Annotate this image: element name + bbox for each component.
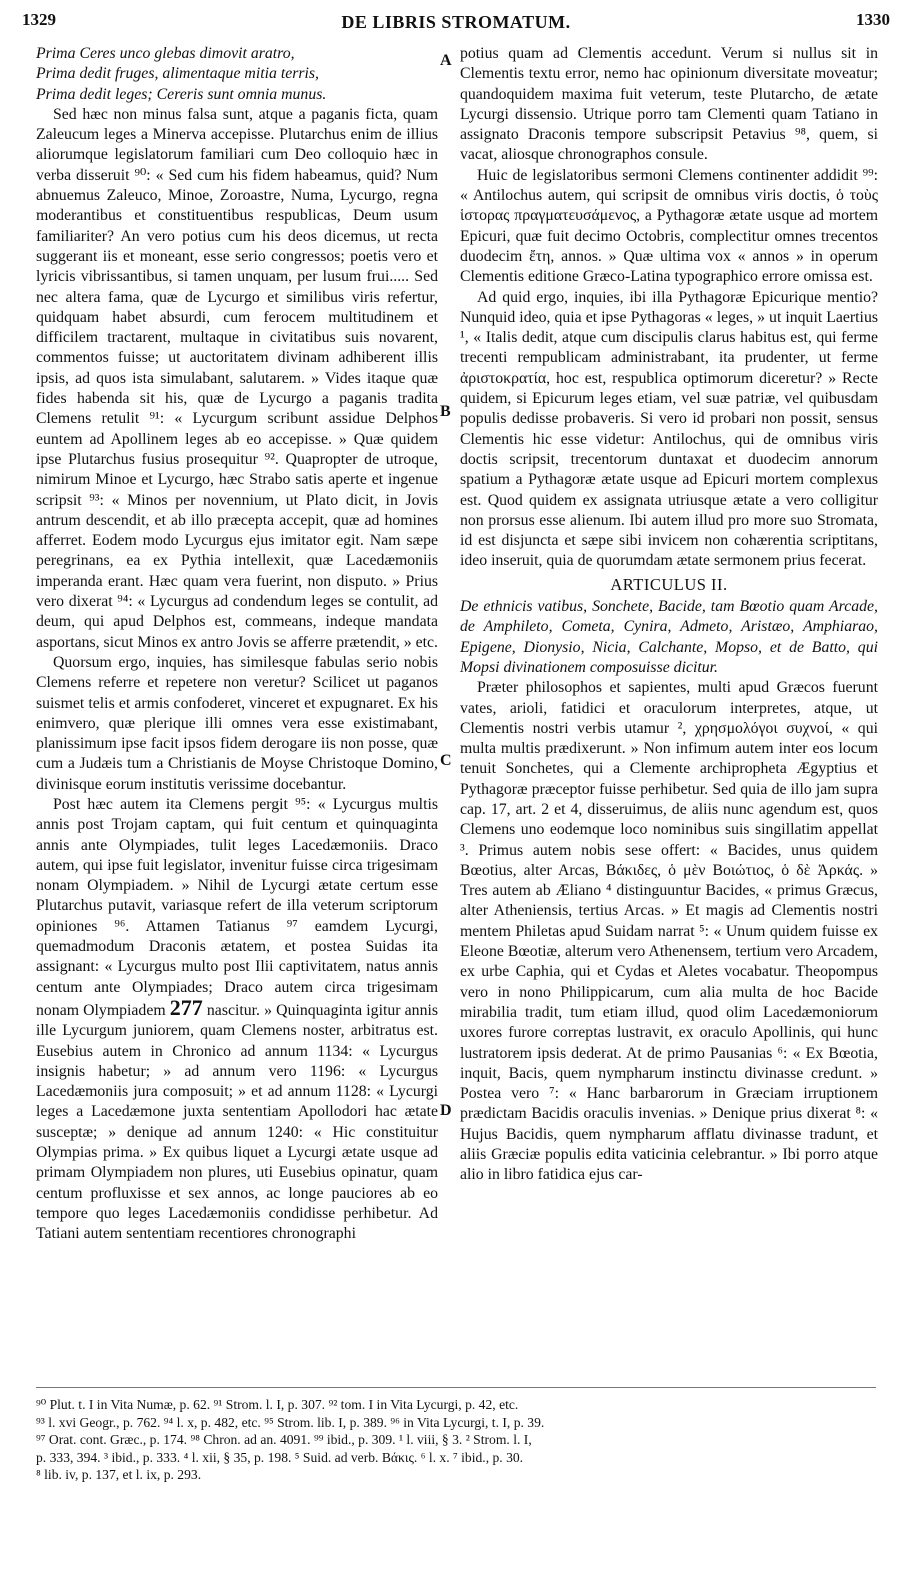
running-header: [22, 8, 890, 34]
left-page-number: 1329: [22, 10, 56, 29]
footnotes: [36, 1396, 878, 1484]
left-column: [36, 44, 438, 1245]
section-marker-b: B: [440, 403, 451, 420]
footnote-line: ⁸ lib. iv, p. 137, et l. ix, p. 293.: [36, 1467, 202, 1482]
footnote-line: ⁹⁷ Orat. cont. Græc., p. 174. ⁹⁸ Chron. ad an. 4091. ⁹⁹ ibid., p. 309. ¹ l. viii, § 3. ² Strom. l. I,: [36, 1432, 532, 1447]
running-title: DE LIBRIS STROMATUM.: [341, 12, 571, 32]
article-heading: ARTICULUS II.: [610, 574, 728, 594]
section-marker-d: D: [440, 1102, 452, 1119]
paragraph: Ad quid ergo, inquies, ibi illa Pythagoræ Epicurique mentio? Nunquid ideo, quia et ipse Pythagoras « leges, » ut inquit Laertius ¹, « Italis dedit, atque cum discipulis clarus habitus est, qui ferme trecenti rempublicam administrabant, ita prudenter, ut ferme ἀριστοκρατία, hoc est, respublica optimorum diceretur? » Recte quidem, si Epicurum leges etiam, vel suæ patriæ, vel quibusdam populis dedisse probaveris. Si vero id probari non possit, sensus Clementis hic esse videtur: Antilochus, qui de omnibus viris doctis scripsit, trecentorum duntaxat et duodecim annorum spatium a Pythagoræ ætate usque ad Epicuri mortem complexus est. Quod quidem ex assignata utriusque ætate a vero colligitur non prorsus esse alienum. Ibi autem illud pro more suo Stromata, id est disjuncta et sæpe sibi invicem non cohærentia scriptitans, ideo inseruit, quia de quorumdam ætate sermonem prius fecerat.: [460, 288, 878, 570]
section-marker-a: A: [440, 52, 452, 69]
footnote-line: ⁹⁰ Plut. t. I in Vita Numæ, p. 62. ⁹¹ Strom. l. I, p. 307. ⁹² tom. I in Vita Lycurgi, p. 42, etc.: [36, 1397, 519, 1412]
footnote-line: ⁹³ l. xvi Geogr., p. 762. ⁹⁴ l. x, p. 482, etc. ⁹⁵ Strom. lib. I, p. 389. ⁹⁶ in Vita Lycurgi, t. I, p. 39.: [36, 1414, 545, 1430]
inline-page-number: 277: [169, 994, 203, 1020]
paragraph: [36, 795, 438, 1245]
paragraph: Quorsum ergo, inquies, has similesque fabulas serio nobis Clemens referre et repetere non veretur? Scilicet ut paganos suismet telis et armis confoderet, vinceret et expugnaret. Ex his enimvero, quæ plerique illi omnes vera esse existimabant, planissimum ipse facit ipsos fidem derogare iis non posse, quæ cum a Judæis tum a Christianis de Moyse Christoque Domino, divinisque eorum institutis verissime docebantur.: [36, 653, 438, 793]
footnote-line: p. 333, 394. ³ ibid., p. 333. ⁴ l. xii, § 35, p. 198. ⁵ Suid. ad verb. Βάκις. ⁶ l. x. ⁷ ibid., p. 30.: [36, 1449, 524, 1465]
right-column: [460, 44, 878, 1186]
right-page-number: 1330: [856, 10, 890, 29]
article-subtitle: De ethnicis vatibus, Sonchete, Bacide, tam Bœotio quam Arcade, de Amphileto, Cometa, Cynira, Admeto, Aristæo, Amphiarao, Epigene, Dionysio, Nicia, Calchante, Mopso, et de Batto, qui Mopsi divinationem composuisse dicitur.: [460, 598, 878, 676]
verse-line: Prima Ceres unco glebas dimovit aratro,: [36, 45, 295, 62]
section-marker-c: C: [440, 752, 452, 769]
verse-line: Prima dedit fruges, alimentaque mitia terris,: [36, 65, 320, 83]
verse-line: Prima dedit leges; Cereris sunt omnia munus.: [36, 85, 327, 103]
paragraph-text: nascitur. » Quinquaginta igitur annis ille Lycurgum juniorem, quam Clemens noster, arbitratus est. Eusebius autem in Chronico ad annum 1134: « Lycurgus insignis habetur; » ad annum vero 1196: « Lycurgus Lacedæmoniis jura composuit; » et ad annum 1128: « Lycurgi leges a Lacedæmone juxta sententiam Apollodori hac ætate susceptæ; » denique ad annum 1240: « Hic constituitur Olympias prima. » Ex quibus liquet a Lycurgi ætate usque ad primam Olympiadem non plures, uti Eusebius opinatur, quam centum profluxisse et sex annos, ac longe pauciores ab eo tempore quo leges Lacedæmoniis condidisse perhibetur. Ad Tatiani autem sententiam recentiores chronographi: [36, 1001, 439, 1243]
paragraph-text: Post hæc autem ita Clemens pergit ⁹⁵: « Lycurgus multis annis post Trojam captam, qui fuit centum et quinquaginta annis ante Olympiades, tulit leges Lacedæmoniis. Draco autem, qui ipse fuit legislator, invenitur fuisse circa trigesimam nonam Olympiadem. » Nihil de Lycurgi ætate certum esse Plutarchus putavit, variasque refert de illa veterum scriptorum opiniones ⁹⁶. Attamen Tatianus ⁹⁷ eamdem Lycurgi, quemadmodum Draconis ætatem, et postea Suidas ita assignant: « Lycurgus multo post Ilii captivitatem, natus annis centum ante Olympiades; Draco autem circa trigesimam nonam Olympiadem: [36, 795, 438, 1019]
footnote-divider: [36, 1387, 876, 1388]
paragraph: Sed hæc non minus falsa sunt, atque a paganis ficta, quam Zaleucum leges a Minerva accepisse. Plutarchus enim de illius aliorumque legislatorum familiari cum Deo colloquio hæc in verba disseruit ⁹⁰: « Sed cum his fidem habeamus, quid? Num abnuemus Zaleuco, Minoe, Zoroastre, Numa, Lycurgo, regna moderantibus et constituentibus respublicas, Deum usum familiariter? An vero potius cum his deos dicemus, ut recta suggerant iis et moneant, esse serio congressos; poetis vero et lyricis vibrissantibus, si tamen unquam, per lusum frui..... Sed nec altera fama, quæ de Lycurgo et similibus viris refertur, quidquam habet absurdi, cum ferocem multitudinem et difficilem tractarent, multaque in civitatibus suis novarent, commentos fuisse; ut auctoritatem divinam adhiberent illis ipsis, ad quos ista simulabant, salutarem. » Vides itaque quæ fides habenda sit his, quæ de Lycurgo a paganis tradita Clemens retulit ⁹¹: « Lycurgum scribunt assidue Delphos euntem ad Apollinem leges ab eo accepisse. » Quæ quidem ipse Plutarchus fusius prosequitur ⁹². Quapropter de utroque, nimirum Minoe et Lycurgo, hæc Strabo satis aperte et ingenue scripsit ⁹³: « Minos per novennium, ut Plato dicit, in Jovis antrum descendit, et ab illo præcepta accepit, quæ ad homines afferret. Eodem modo Lycurgus ejus imitator egit. Nam sæpe peregrinans, ea ex Pythia intellexit, quæ Lacedæmoniis imperanda erant. Hæc quam vera fuerint, non disputo. » Prius vero dixerat ⁹⁴: « Lycurgus ad condendum leges se contulit, ad deum, qui apud Delphos est, commeans, indeque mandata asportans, sicut Minos ex antro Jovis se afferre prætendit, » etc.: [36, 105, 438, 651]
paragraph: potius quam ad Clementis accedunt. Verum si nullus sit in Clementis textu error, nemo hac opinionum diversitate moveatur; quandoquidem maxima fuit veterum, teste Plutarcho, de ætate Lycurgi dissensio. Utrique porro tam Clementi quam Tatiano in assignato Draconis tempore subscripsit Petavius ⁹⁸, quem, si vacat, aliosque chronographos consule.: [460, 45, 878, 164]
paragraph: Huic de legislatoribus sermoni Clemens continenter addidit ⁹⁹: « Antilochus autem, qui scripsit de omnibus viris doctis, ὁ τοὺς ἱστορας πραγματευσάμενος, a Pythagoræ ætate usque ad mortem Epicuri, quæ fuit decimo Octobris, complectitur omnes trecentos duodecim ἔτη, annos. » Quæ ultima vox « annos » in operum Clementis editione Græco-Latina typographico errore omissa est.: [460, 166, 878, 286]
paragraph: Præter philosophos et sapientes, multi apud Græcos fuerunt vates, arioli, fatidici et oraculorum interpretes, atque, ut Clementis nostri verbis utamur ², χρησμολόγοι συχνοί, « qui multa multis prædixerunt. » Non infimum autem inter eos locum tenuit Sonchetes, qui a Clemente archipropheta Ægyptius et Pythagoræ præceptor fuisse perhibetur. Sed quia de illo jam supra cap. 17, art. 2 et 4, disseruimus, de aliis nunc agendum est, quos Clemens uno eodemque loco nominibus suis singillatim appellat ³. Primus autem nobis sese offert: « Bacides, unus quidem Bœotius, alter Arcas, Βάκιδες, ὁ μὲν Βοιώτιος, ὁ δὲ Ἀρκάς. » Tres autem ab Æliano ⁴ distinguuntur Bacides, « primus Græcus, alter Atheniensis, tertius Arcas. » Et magis ad Clementis nostri mentem Philetas apud Suidam narrat ⁵: « Unum quidem fuisse ex Eleone Bœotiæ, alterum vero Athenensem, tertium vero Arcadem, ex urbe Caphia, qui et Cydas et Aletes vocabatur. Theopompus vero in nono Philippicarum, cum alia multa de hoc Bacide mirabilia tradit, tum etiam illud, quod olim Lacedæmoniorum uxores furore correptas lustravit, ex oraculo Apollinis, qui hunc lustratorem ipsis dederat. At de primo Pausanias ⁶: « Ex Bœotia, inquit, Bacis, quem nympharum instinctu divinasse credunt. » Postea vero ⁷: « Hanc barbarorum in Græciam irruptionem prædictam Bacidis oraculis invenias. » Denique prius dixerat ⁸: « Hujus Bacidis, quem nympharum afflatu divinasse tradunt, et aliis Græciæ populis edita vaticinia celebrantur. » Ibi porro atque alio in libro fatidica ejus car-: [460, 679, 878, 1184]
